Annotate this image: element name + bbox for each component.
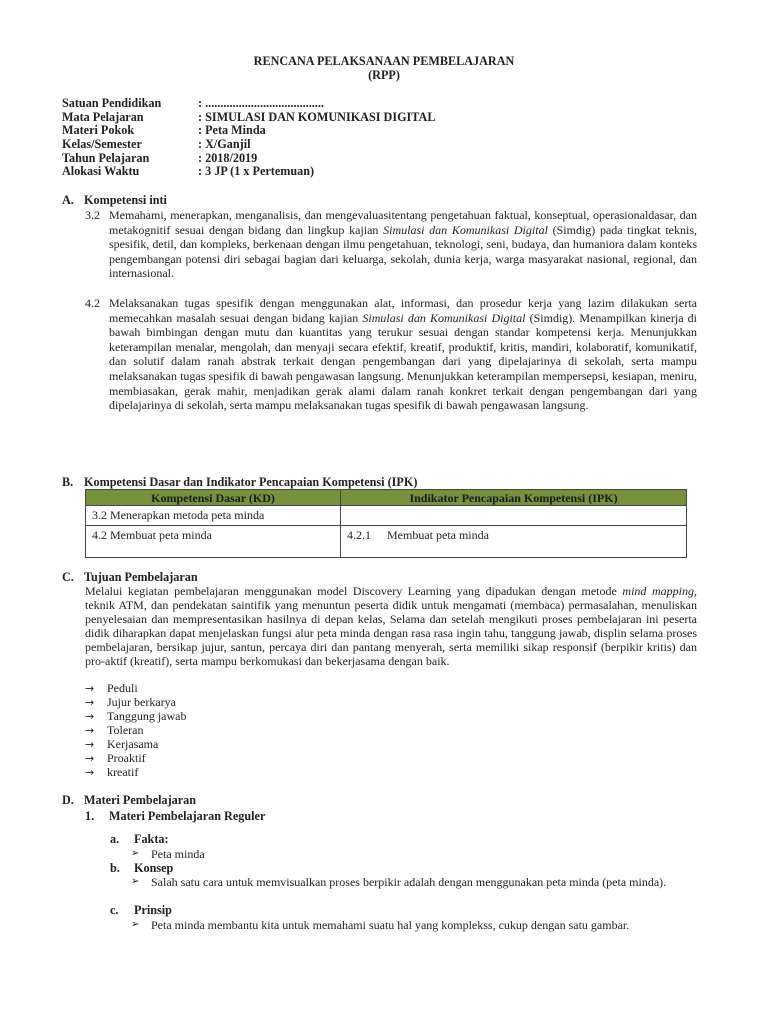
document-title: RENCANA PELAKSANAAN PEMBELAJARAN <box>253 54 515 68</box>
item-letter: b. <box>110 861 120 875</box>
section-c-heading <box>62 570 198 584</box>
ki-number: 4.2 <box>85 296 100 310</box>
identity-label: Satuan Pendidikan <box>62 96 162 110</box>
sub-number: 1. <box>85 809 95 823</box>
value-item <box>85 723 143 738</box>
kd-cell: 4.2 Membuat peta minda <box>86 526 341 558</box>
item-title: Fakta: <box>134 832 169 846</box>
item-letter: c. <box>110 903 119 917</box>
identity-label: Tahun Pelajaran <box>62 151 150 165</box>
ki-number: 3.2 <box>85 208 100 222</box>
ki-3-2-paragraph <box>85 208 697 281</box>
value-label: Toleran <box>107 723 144 737</box>
arrow-icon: → <box>85 724 95 737</box>
bullet-text: Salah satu cara untuk memvisualkan proses berpikir adalah dengan menggunakan peta minda (peta minda). <box>151 875 667 889</box>
arrow-icon: → <box>85 682 95 695</box>
item-title: Konsep <box>134 861 174 875</box>
document-subtitle: (RPP) <box>368 68 400 82</box>
table-row <box>86 526 687 558</box>
arrowhead-bullet-icon: ➢ <box>131 876 140 887</box>
ki-text: (Simdig). Menampilkan kinerja di bawah bimbingan dengan mutu dan kuantitas yang terukur sesuai dengan standar kompetensi kerja. Menunjukkan keterampilan menalar, mengolah, dan menyaji secara efektif, kreatif, produktif, kritis, mandiri, kolaboratif, komunikatif, dan solutif dalam ranah abstrak terkait dengan pengembangan dari yang dipelajarinya di sekolah, serta mampu melaksanakan tugas spesifik di bawah pengawasan langsung. Menunjukkan keterampilan mempersepsi, kesiapan, meniru, membiasakan, gerak mahir, menjadikan gerak alami dalam ranah konkret terkait dengan pengembangan dari yang dipelajarinya di sekolah, serta mampu melaksanakan tugas spesifik di bawah pengawasan langsung. <box>109 310 697 413</box>
identity-row-topic <box>62 123 266 137</box>
identity-value: : 3 JP (1 x Pertemuan) <box>198 164 315 178</box>
objective-text: , teknik ATM, dan pendekatan saintifik yang menuntun peserta didik untuk mengamati (membaca) permasalahan, menuliskan penyelesaian dan mempresentasikan hasilnya di depan kelas, Selama dan setelah mengikuti proses pembelajaran ini peserta didik diharapkan dapat menjelaskan fungsi alur peta minda dengan rasa rasa ingin tahu, tanggung jawab, displin selama proses pembelajaran, bersikap jujur, santun, percaya diri dan pantang menyerah, serta memiliki sikap responsif (berpikir kritis) dan pro-aktif (kreatif), serta mampu berkomukasi dan bekerjasama dengan baik. <box>85 584 698 668</box>
value-label: kreatif <box>107 765 139 779</box>
identity-row-time <box>62 164 314 178</box>
value-label: Jujur berkarya <box>107 695 176 709</box>
objective-text: Melalui kegiatan pembelajaran menggunakan model Discovery Learning yang dipadukan dengan metode <box>85 584 623 598</box>
table-row <box>86 506 687 526</box>
value-label: Tanggung jawab <box>107 709 187 723</box>
section-title: Materi Pembelajaran <box>84 793 197 807</box>
ki-4-2-paragraph <box>85 296 697 413</box>
identity-value: : SIMULASI DAN KOMUNIKASI DIGITAL <box>198 110 436 124</box>
ipk-text: Membuat peta minda <box>387 528 489 542</box>
identity-value: : Peta Minda <box>198 123 266 137</box>
section-title: Tujuan Pembelajaran <box>84 570 198 584</box>
kd-ipk-table <box>85 489 687 558</box>
fakta-heading <box>110 832 169 846</box>
identity-value: : X/Ganjil <box>198 137 251 151</box>
value-item <box>85 765 138 780</box>
arrow-icon: → <box>85 738 95 751</box>
ki-italic-text: Simulasi dan Komunikasi Digital <box>362 310 526 325</box>
ipk-cell <box>341 506 687 526</box>
value-item <box>85 709 186 724</box>
section-letter: B. <box>62 475 74 489</box>
value-label: Kerjasama <box>107 737 159 751</box>
value-item <box>85 751 146 766</box>
section-letter: C. <box>62 570 74 584</box>
section-letter: D. <box>62 793 74 807</box>
ipk-number: 4.2.1 <box>347 528 371 542</box>
item-letter: a. <box>110 832 120 846</box>
ki-text: (Simdig) pada tingkat teknis, spesifik, detil, dan kompleks, berkenaan dengan ilmu pengetahuan, teknologi, seni, budaya, dan humaniora dalam konteks pengembangan potensi diri sebagai bagian dari keluarga, sekolah, dunia kerja, warga masyarakat nasional, regional, dan internasional. <box>109 222 697 281</box>
fakta-bullet <box>131 847 697 861</box>
arrowhead-bullet-icon: ➢ <box>131 919 140 930</box>
bullet-text: Peta minda membantu kita untuk memahami suatu hal yang komplekss, cukup dengan satu gambar. <box>151 918 630 932</box>
konsep-heading <box>110 861 173 875</box>
objective-italic-text: mind mapping <box>622 584 695 598</box>
arrow-icon: → <box>85 766 95 779</box>
ki-text: Melaksanakan tugas spesifik dengan menggunakan alat, informasi, dan prosedur kerja yang lazim dilakukan serta memecahkan masalah sesuai dengan bidang kajian <box>109 296 697 325</box>
identity-value: : 2018/2019 <box>198 151 258 165</box>
bullet-text: Peta minda <box>151 847 205 861</box>
prinsip-heading <box>110 903 172 917</box>
identity-label: Alokasi Waktu <box>62 164 140 178</box>
section-title: Kompetensi inti <box>84 193 167 207</box>
section-title: Kompetensi Dasar dan Indikator Pencapaian Kompetensi (IPK) <box>84 475 418 489</box>
column-header-ipk: Indikator Pencapaian Kompetensi (IPK) <box>341 490 687 506</box>
arrowhead-bullet-icon: ➢ <box>131 848 140 859</box>
sub-title: Materi Pembelajaran Reguler <box>109 809 266 823</box>
identity-label: Kelas/Semester <box>62 137 142 151</box>
table-header-row <box>86 490 687 506</box>
identity-row-year <box>62 151 257 165</box>
section-letter: A. <box>62 193 74 207</box>
sub-heading-reguler <box>85 809 265 823</box>
section-d-heading <box>62 793 196 807</box>
identity-label: Mata Pelajaran <box>62 110 144 124</box>
learning-objective-paragraph <box>85 584 697 668</box>
item-title: Prinsip <box>134 903 172 917</box>
identity-value: : ....................................... <box>198 96 324 110</box>
kd-cell: 3.2 Menerapkan metoda peta minda <box>86 506 341 526</box>
arrow-icon: → <box>85 710 95 723</box>
identity-row-class <box>62 137 250 151</box>
identity-label: Materi Pokok <box>62 123 135 137</box>
arrow-icon: → <box>85 696 95 709</box>
value-label: Peduli <box>107 681 138 695</box>
ipk-cell <box>341 526 687 558</box>
column-header-kd: Kompetensi Dasar (KD) <box>86 490 341 506</box>
section-a-heading <box>62 193 167 207</box>
arrow-icon: → <box>85 752 95 765</box>
konsep-bullet <box>131 875 697 889</box>
identity-row-subject <box>62 110 435 124</box>
value-item <box>85 695 176 710</box>
section-b-heading <box>62 475 417 489</box>
value-label: Proaktif <box>107 751 146 765</box>
ki-text: Memahami, menerapkan, menganalisis, dan mengevaluasitentang pengetahuan faktual, konseptual, operasionaldasar, dan metakognitif sesuai dengan bidang dan lingkup kajian <box>109 208 697 237</box>
prinsip-bullet <box>131 918 697 932</box>
value-item <box>85 681 138 696</box>
ki-italic-text: Simulasi dan Komunikasi Digital <box>383 222 548 237</box>
value-item <box>85 737 158 752</box>
identity-row-school <box>62 96 324 110</box>
